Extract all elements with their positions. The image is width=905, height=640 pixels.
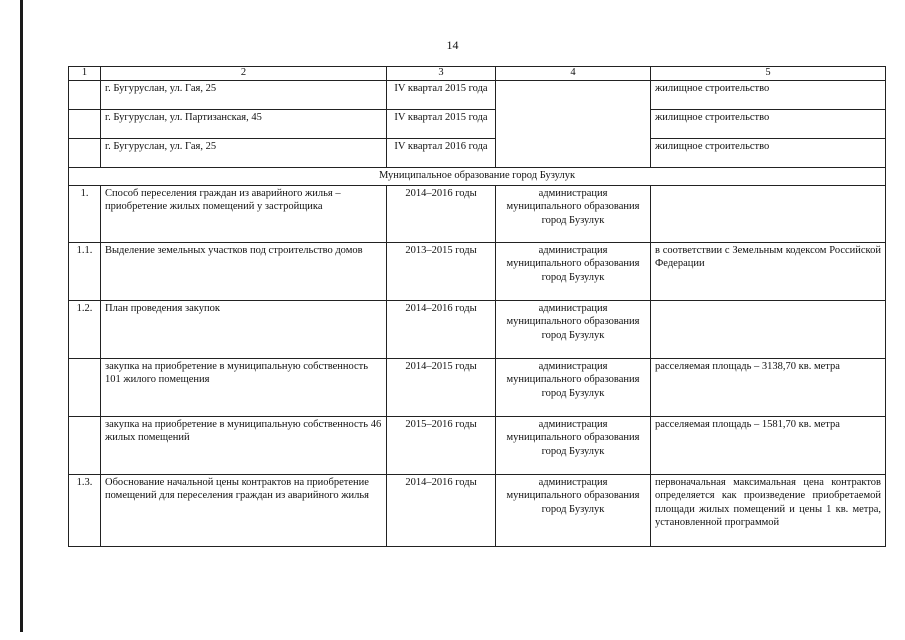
section-title-row (69, 168, 886, 186)
item-number: 1.1. (69, 242, 101, 300)
item-executor: администрация муниципального образования город Бузулук (496, 416, 651, 474)
item-executor: администрация муниципального образования город Бузулук (496, 185, 651, 242)
row-number-cell (69, 110, 101, 139)
table-row (69, 81, 886, 110)
header-col-1: 1 (69, 67, 101, 81)
address-cell: г. Бугуруслан, ул. Гая, 25 (101, 139, 387, 168)
item-text: Обоснование начальной цены контрактов на приобретение помещений для переселения граждан из аварийного жилья (101, 474, 387, 546)
period-cell: IV квартал 2016 года (387, 139, 496, 168)
address-cell: г. Бугуруслан, ул. Гая, 25 (101, 81, 387, 110)
purpose-cell: жилищное строительство (651, 110, 886, 139)
item-text: План проведения закупок (101, 300, 387, 358)
table-row (69, 416, 886, 474)
scan-edge-line (20, 0, 23, 632)
item-number: 1. (69, 185, 101, 242)
item-note (651, 300, 886, 358)
page-number: 14 (446, 38, 459, 52)
item-period: 2015–2016 годы (387, 416, 496, 474)
item-period: 2014–2016 годы (387, 185, 496, 242)
row-number-cell (69, 139, 101, 168)
item-executor: администрация муниципального образования город Бузулук (496, 358, 651, 416)
section-title: Муниципальное образование город Бузулук (69, 168, 886, 186)
item-number: 1.3. (69, 474, 101, 546)
item-note: в соответствии с Земельным кодексом Российской Федерации (651, 242, 886, 300)
table-row (69, 139, 886, 168)
item-text: Выделение земельных участков под строительство домов (101, 242, 387, 300)
item-note (651, 185, 886, 242)
document-table (68, 66, 886, 547)
item-text: закупка на приобретение в муниципальную собственность 46 жилых помещений (101, 416, 387, 474)
header-col-4: 4 (496, 67, 651, 81)
table-row (69, 110, 886, 139)
item-executor: администрация муниципального образования город Бузулук (496, 474, 651, 546)
executor-cell (496, 81, 651, 168)
item-note: первоначальная максимальная цена контрактов определяется как произведение приобретаемой площади жилых помещений и цены 1 кв. метра, установленной программой (651, 474, 886, 546)
item-note: расселяемая площадь – 3138,70 кв. метра (651, 358, 886, 416)
table-row (69, 185, 886, 242)
period-cell: IV квартал 2015 года (387, 110, 496, 139)
table-row (69, 242, 886, 300)
header-col-2: 2 (101, 67, 387, 81)
row-number-cell (69, 81, 101, 110)
item-number (69, 416, 101, 474)
item-text: закупка на приобретение в муниципальную собственность 101 жилого помещения (101, 358, 387, 416)
purpose-cell: жилищное строительство (651, 139, 886, 168)
item-period: 2013–2015 годы (387, 242, 496, 300)
header-col-5: 5 (651, 67, 886, 81)
period-cell: IV квартал 2015 года (387, 81, 496, 110)
item-executor: администрация муниципального образования город Бузулук (496, 242, 651, 300)
purpose-cell: жилищное строительство (651, 81, 886, 110)
table-row (69, 358, 886, 416)
item-period: 2014–2015 годы (387, 358, 496, 416)
item-text: Способ переселения граждан из аварийного жилья – приобретение жилых помещений у застройщика (101, 185, 387, 242)
item-number: 1.2. (69, 300, 101, 358)
header-row (69, 67, 886, 81)
header-col-3: 3 (387, 67, 496, 81)
table-row (69, 474, 886, 546)
item-note: расселяемая площадь – 1581,70 кв. метра (651, 416, 886, 474)
address-cell: г. Бугуруслан, ул. Партизанская, 45 (101, 110, 387, 139)
item-period: 2014–2016 годы (387, 300, 496, 358)
table-row (69, 300, 886, 358)
item-number (69, 358, 101, 416)
item-period: 2014–2016 годы (387, 474, 496, 546)
item-executor: администрация муниципального образования город Бузулук (496, 300, 651, 358)
